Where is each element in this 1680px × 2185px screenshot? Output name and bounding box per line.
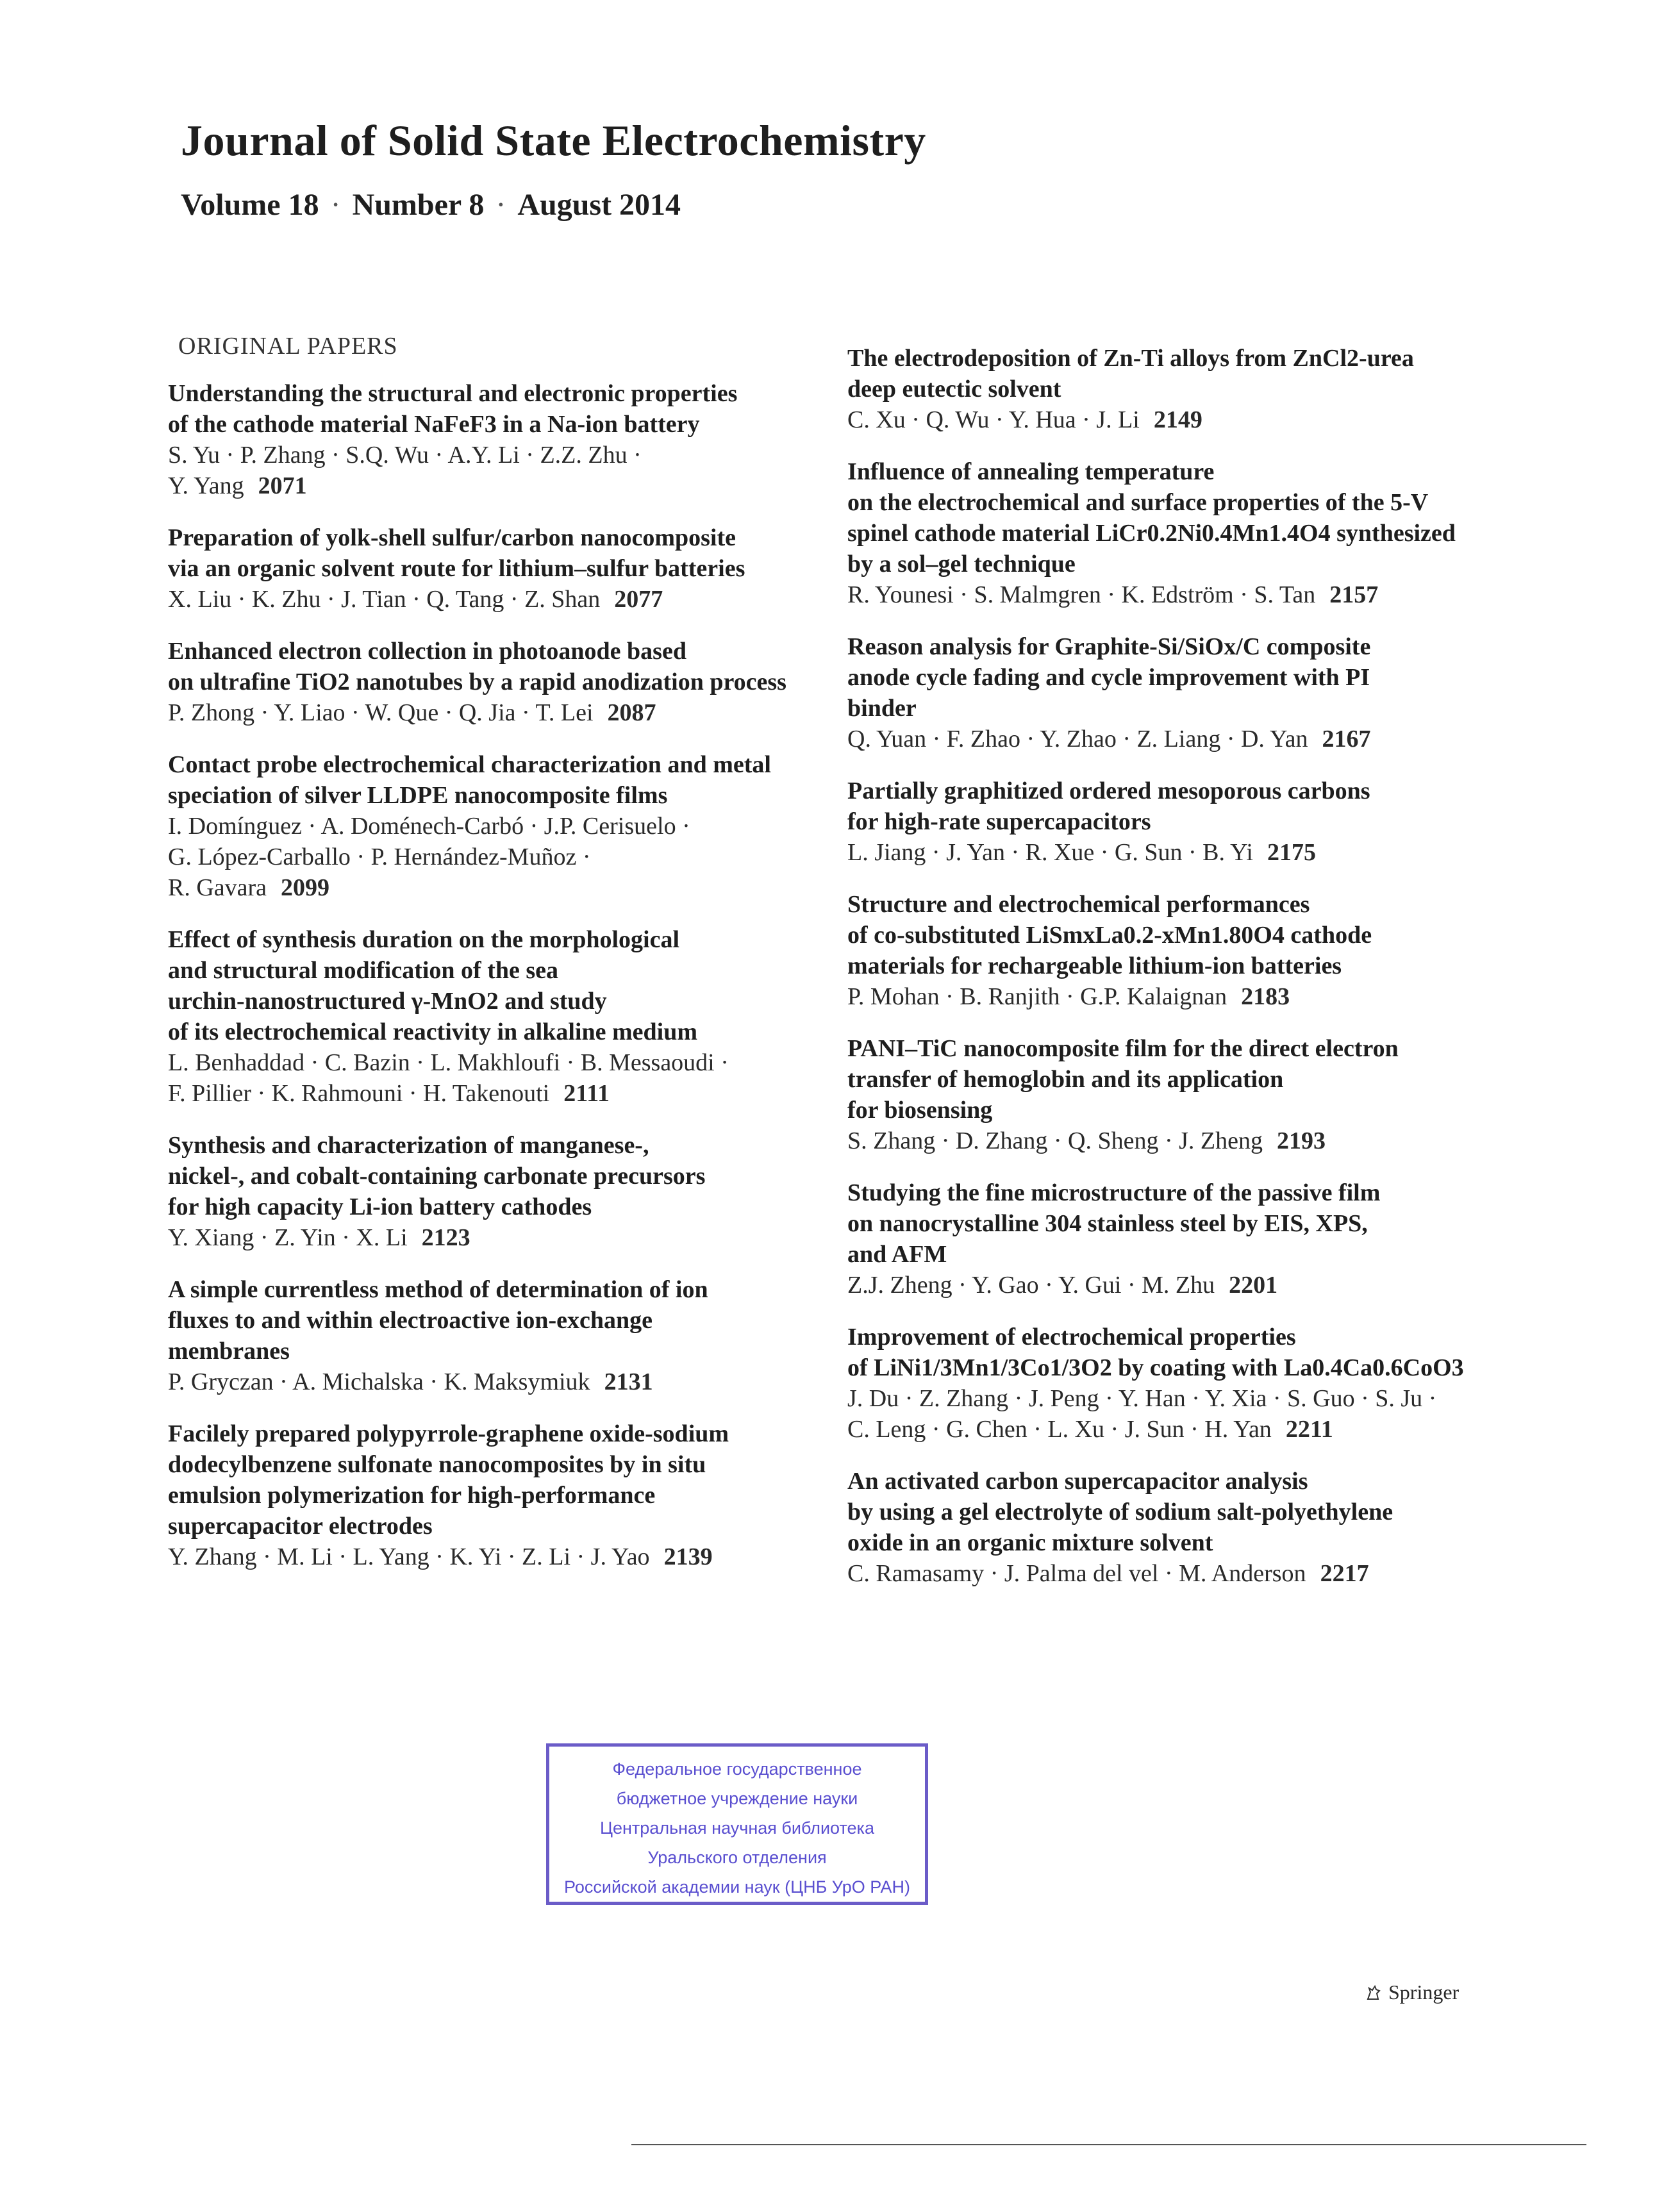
- springer-horse-icon: [1364, 1983, 1383, 2002]
- article-authors-line: [168, 440, 847, 470]
- article-title-line: speciation of silver LLDPE nanocomposite films: [168, 782, 668, 809]
- article-title-line: on nanocrystalline 304 stainless steel by EIS, XPS,: [847, 1210, 1368, 1237]
- left-column: [168, 378, 847, 1593]
- article-title-line: Influence of annealing temperature: [847, 458, 1215, 485]
- article-authors-line: [847, 1383, 1520, 1414]
- stamp-line: Федеральное государственное: [612, 1759, 862, 1779]
- page-number[interactable]: 2217: [1320, 1560, 1369, 1587]
- article-authors-line: [168, 842, 847, 872]
- article-title-line: of co-substituted LiSmxLa0.2-xMn1.80O4 cathode: [847, 922, 1372, 949]
- authors-text: I. Domínguez · A. Doménech-Carbó · J.P. Cerisuelo ·: [168, 813, 690, 840]
- article-title-line: supercapacitor electrodes: [168, 1513, 433, 1540]
- article-title-line: via an organic solvent route for lithium–sulfur batteries: [168, 555, 745, 582]
- article-title-line: emulsion polymerization for high-performance: [168, 1482, 656, 1509]
- authors-text: R. Younesi · S. Malmgren · K. Edström · S. Tan: [847, 581, 1316, 608]
- toc-entry[interactable]: [847, 1033, 1520, 1156]
- publisher-name: Springer: [1388, 1981, 1460, 2004]
- article-title-line: A simple currentless method of determination of ion: [168, 1276, 708, 1303]
- toc-entry[interactable]: [847, 776, 1520, 868]
- page-number[interactable]: 2193: [1277, 1127, 1326, 1154]
- toc-entry[interactable]: [168, 924, 847, 1109]
- page-number[interactable]: 2175: [1267, 839, 1316, 866]
- toc-entry[interactable]: [168, 1418, 847, 1572]
- page-number[interactable]: 2077: [614, 586, 663, 613]
- article-title-line: dodecylbenzene sulfonate nanocomposites by in situ: [168, 1451, 706, 1478]
- page-number[interactable]: 2111: [563, 1080, 610, 1107]
- toc-entry[interactable]: [847, 1322, 1520, 1445]
- page-number[interactable]: 2071: [258, 472, 307, 499]
- stamp-line: Центральная научная библиотека: [600, 1818, 874, 1838]
- article-title-line: Partially graphitized ordered mesoporous carbons: [847, 777, 1370, 804]
- toc-entry[interactable]: [847, 456, 1520, 610]
- article-title-line: PANI–TiC nanocomposite film for the direct electron: [847, 1035, 1399, 1062]
- article-title-line: Reason analysis for Graphite-Si/SiOx/C composite: [847, 633, 1371, 660]
- article-authors-line: [168, 470, 847, 501]
- article-title-line: The electrodeposition of Zn-Ti alloys from ZnCl2-urea: [847, 345, 1414, 372]
- page-number[interactable]: 2131: [604, 1368, 653, 1395]
- article-title-line: anode cycle fading and cycle improvement with PI: [847, 664, 1370, 691]
- article-title-line: Preparation of yolk-shell sulfur/carbon nanocomposite: [168, 524, 736, 551]
- article-authors-line: [847, 724, 1520, 754]
- article-title-line: for high capacity Li-ion battery cathodes: [168, 1193, 592, 1220]
- article-title-line: by a sol–gel technique: [847, 551, 1076, 577]
- article-authors-line: [847, 579, 1520, 610]
- authors-text: P. Gryczan · A. Michalska · K. Maksymiuk: [168, 1368, 590, 1395]
- article-title-line: materials for rechargeable lithium-ion batteries: [847, 952, 1342, 979]
- article-title-line: fluxes to and within electroactive ion-exchange: [168, 1307, 653, 1334]
- authors-text: Y. Xiang · Z. Yin · X. Li: [168, 1224, 408, 1251]
- authors-text: C. Xu · Q. Wu · Y. Hua · J. Li: [847, 406, 1140, 433]
- article-title-line: binder: [847, 695, 917, 722]
- article-title-line: Facilely prepared polypyrrole-graphene oxide-sodium: [168, 1420, 729, 1447]
- article-title-line: for biosensing: [847, 1097, 993, 1124]
- toc-entry[interactable]: [847, 343, 1520, 435]
- article-title-line: Contact probe electrochemical characterization and metal: [168, 751, 771, 778]
- volume: Volume 18: [181, 188, 319, 222]
- separator: ·: [495, 188, 506, 222]
- article-title-line: nickel-, and cobalt-containing carbonate precursors: [168, 1163, 706, 1190]
- article-authors-line: [168, 811, 847, 842]
- toc-entry[interactable]: [168, 1274, 847, 1397]
- separator: ·: [330, 188, 341, 222]
- authors-text: C. Leng · G. Chen · L. Xu · J. Sun · H. Yan: [847, 1416, 1272, 1443]
- article-title-line: Studying the fine microstructure of the passive film: [847, 1179, 1381, 1206]
- page-number[interactable]: 2183: [1241, 983, 1290, 1010]
- toc-entry[interactable]: [847, 1466, 1520, 1589]
- authors-text: Y. Yang: [168, 472, 244, 499]
- page-number[interactable]: 2087: [607, 699, 656, 726]
- article-title-line: urchin-nanostructured γ-MnO2 and study: [168, 988, 607, 1015]
- article-title-line: oxide in an organic mixture solvent: [847, 1529, 1213, 1556]
- right-column: [847, 343, 1520, 1610]
- toc-entry[interactable]: [168, 522, 847, 615]
- article-authors-line: [168, 1222, 847, 1253]
- page-number[interactable]: 2157: [1329, 581, 1379, 608]
- stamp-line: Уральского отделения: [647, 1848, 827, 1867]
- bottom-rule: [631, 2144, 1586, 2145]
- article-title-line: and structural modification of the sea: [168, 957, 559, 984]
- authors-text: P. Zhong · Y. Liao · W. Que · Q. Jia · T. Lei: [168, 699, 594, 726]
- authors-text: P. Mohan · B. Ranjith · G.P. Kalaignan: [847, 983, 1227, 1010]
- article-title-line: Improvement of electrochemical properties: [847, 1324, 1296, 1350]
- article-authors-line: [847, 1270, 1520, 1300]
- page-number[interactable]: 2211: [1285, 1416, 1333, 1443]
- page-number[interactable]: 2123: [421, 1224, 470, 1251]
- article-title-line: for high-rate supercapacitors: [847, 808, 1151, 835]
- authors-text: Z.J. Zheng · Y. Gao · Y. Gui · M. Zhu: [847, 1272, 1215, 1299]
- authors-text: C. Ramasamy · J. Palma del vel · M. Anderson: [847, 1560, 1306, 1587]
- article-title-line: Understanding the structural and electronic properties: [168, 380, 738, 407]
- article-title-line: Synthesis and characterization of manganese-,: [168, 1132, 649, 1159]
- stamp-line: Российской академии наук (ЦНБ УрО РАН): [564, 1877, 910, 1897]
- article-title-line: An activated carbon supercapacitor analysis: [847, 1468, 1308, 1495]
- article-authors-line: [168, 584, 847, 615]
- authors-text: X. Liu · K. Zhu · J. Tian · Q. Tang · Z. Shan: [168, 586, 601, 613]
- article-title-line: of the cathode material NaFeF3 in a Na-ion battery: [168, 411, 700, 438]
- page-number[interactable]: 2149: [1153, 406, 1202, 433]
- article-authors-line: [168, 1047, 847, 1078]
- authors-text: S. Yu · P. Zhang · S.Q. Wu · A.Y. Li · Z.Z. Zhu ·: [168, 442, 642, 469]
- article-authors-line: [168, 1367, 847, 1397]
- article-title-line: spinel cathode material LiCr0.2Ni0.4Mn1.4O4 synthesized: [847, 520, 1456, 547]
- authors-text: G. López-Carballo · P. Hernández-Muñoz ·: [168, 843, 591, 870]
- authors-text: Q. Yuan · F. Zhao · Y. Zhao · Z. Liang · D. Yan: [847, 726, 1308, 752]
- authors-text: R. Gavara: [168, 874, 267, 901]
- issue-date: August 2014: [517, 188, 681, 222]
- library-stamp: [546, 1743, 928, 1905]
- authors-text: Y. Zhang · M. Li · L. Yang · K. Yi · Z. Li · J. Yao: [168, 1543, 650, 1570]
- article-title-line: on the electrochemical and surface properties of the 5-V: [847, 489, 1429, 516]
- authors-text: J. Du · Z. Zhang · J. Peng · Y. Han · Y. Xia · S. Guo · S. Ju ·: [847, 1385, 1437, 1412]
- article-title-line: by using a gel electrolyte of sodium salt-polyethylene: [847, 1499, 1393, 1525]
- toc-entry[interactable]: [847, 889, 1520, 1012]
- article-title-line: deep eutectic solvent: [847, 376, 1061, 403]
- article-authors-line: [847, 981, 1520, 1012]
- article-title-line: and AFM: [847, 1241, 947, 1268]
- article-authors-line: [847, 404, 1520, 435]
- publisher-logo: [1364, 1981, 1459, 2004]
- journal-title: Journal of Solid State Electrochemistry: [181, 116, 926, 165]
- stamp-line: бюджетное учреждение науки: [616, 1789, 858, 1808]
- article-authors-line: [168, 1078, 847, 1109]
- authors-text: L. Jiang · J. Yan · R. Xue · G. Sun · B. Yi: [847, 839, 1253, 866]
- article-authors-line: [168, 1541, 847, 1572]
- number: Number 8: [352, 188, 485, 222]
- page-number[interactable]: 2201: [1229, 1272, 1278, 1299]
- toc-entry[interactable]: [168, 378, 847, 501]
- article-authors-line: [847, 837, 1520, 868]
- article-authors-line: [168, 872, 847, 903]
- article-title-line: Structure and electrochemical performances: [847, 891, 1310, 918]
- article-authors-line: [847, 1126, 1520, 1156]
- issue-line: [181, 187, 681, 222]
- article-authors-line: [847, 1558, 1520, 1589]
- article-title-line: Enhanced electron collection in photoanode based: [168, 638, 686, 665]
- toc-entry[interactable]: [168, 1130, 847, 1253]
- authors-text: S. Zhang · D. Zhang · Q. Sheng · J. Zheng: [847, 1127, 1263, 1154]
- article-title-line: of its electrochemical reactivity in alkaline medium: [168, 1018, 697, 1045]
- toc-entry[interactable]: [168, 636, 847, 728]
- toc-entry[interactable]: [847, 631, 1520, 754]
- authors-text: L. Benhaddad · C. Bazin · L. Makhloufi · B. Messaoudi ·: [168, 1049, 729, 1076]
- article-authors-line: [168, 697, 847, 728]
- article-title-line: Effect of synthesis duration on the morphological: [168, 926, 679, 953]
- article-title-line: transfer of hemoglobin and its application: [847, 1066, 1284, 1093]
- article-title-line: on ultrafine TiO2 nanotubes by a rapid anodization process: [168, 669, 786, 695]
- authors-text: F. Pillier · K. Rahmouni · H. Takenouti: [168, 1080, 550, 1107]
- article-title-line: membranes: [168, 1338, 290, 1365]
- section-label: ORIGINAL PAPERS: [178, 333, 398, 360]
- page-number[interactable]: 2167: [1322, 726, 1371, 752]
- article-title-line: of LiNi1/3Mn1/3Co1/3O2 by coating with La0.4Ca0.6CoO3: [847, 1354, 1464, 1381]
- page-number[interactable]: 2099: [281, 874, 330, 901]
- toc-entry[interactable]: [847, 1177, 1520, 1300]
- page-number[interactable]: 2139: [663, 1543, 713, 1570]
- article-authors-line: [847, 1414, 1520, 1445]
- toc-entry[interactable]: [168, 749, 847, 903]
